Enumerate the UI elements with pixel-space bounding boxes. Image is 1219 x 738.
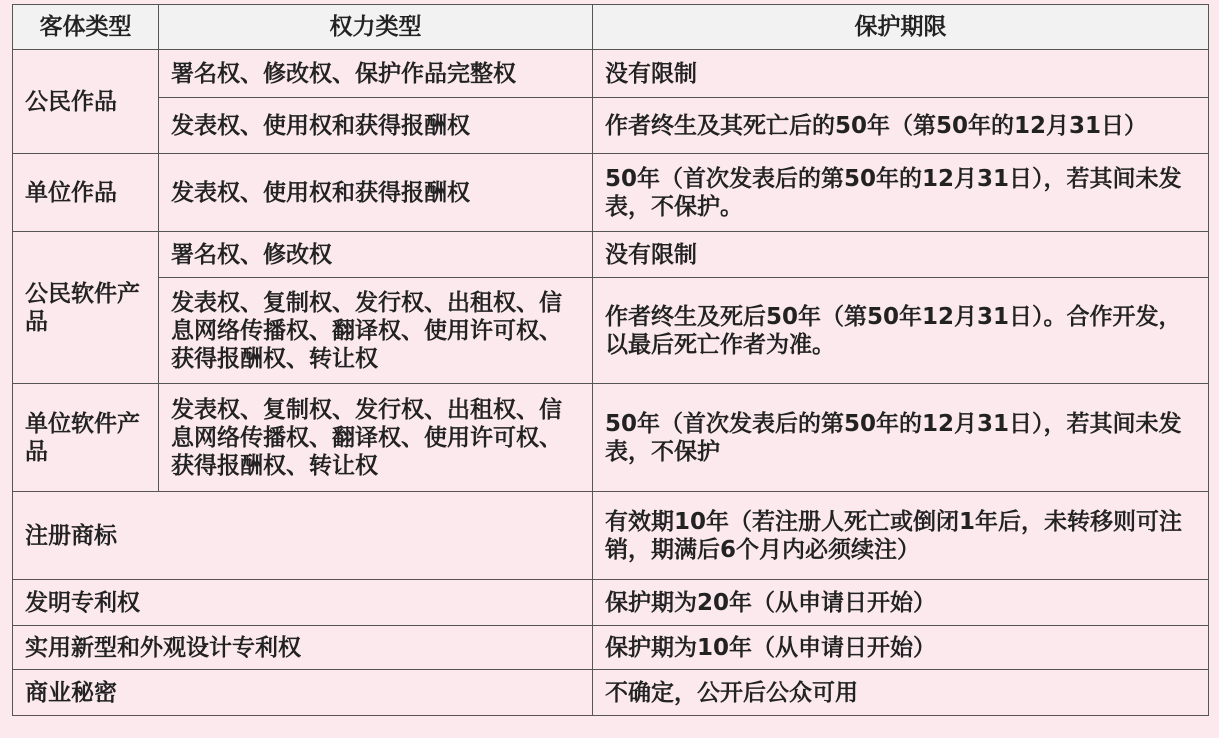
ip-protection-table xyxy=(12,4,1209,716)
header-object-type: 客体类型 xyxy=(13,5,159,50)
table-row xyxy=(13,98,1209,154)
rights-cell: 发表权、复制权、发行权、出租权、信息网络传播权、翻译权、使用许可权、获得报酬权、转让权 xyxy=(159,278,593,384)
rights-cell: 发表权、复制权、发行权、出租权、信息网络传播权、翻译权、使用许可权、获得报酬权、转让权 xyxy=(159,384,593,492)
object-cell: 公民作品 xyxy=(13,50,159,154)
object-cell: 单位作品 xyxy=(13,154,159,232)
object-cell: 公民软件产品 xyxy=(13,232,159,384)
object-cell: 商业秘密 xyxy=(13,670,593,716)
term-cell: 没有限制 xyxy=(593,232,1209,278)
table-row xyxy=(13,278,1209,384)
rights-cell: 发表权、使用权和获得报酬权 xyxy=(159,154,593,232)
rights-cell: 署名权、修改权、保护作品完整权 xyxy=(159,50,593,98)
table-row xyxy=(13,492,1209,580)
object-cell: 发明专利权 xyxy=(13,580,593,626)
table-row xyxy=(13,580,1209,626)
table-row xyxy=(13,232,1209,278)
rights-cell: 署名权、修改权 xyxy=(159,232,593,278)
header-protection-term: 保护期限 xyxy=(593,5,1209,50)
term-cell: 作者终生及其死亡后的50年（第50年的12月31日） xyxy=(593,98,1209,154)
term-cell: 没有限制 xyxy=(593,50,1209,98)
term-cell: 保护期为20年（从申请日开始） xyxy=(593,580,1209,626)
term-cell: 不确定，公开后公众可用 xyxy=(593,670,1209,716)
table-row xyxy=(13,384,1209,492)
object-cell: 单位软件产品 xyxy=(13,384,159,492)
table-row xyxy=(13,626,1209,670)
object-cell: 注册商标 xyxy=(13,492,593,580)
term-cell: 有效期10年（若注册人死亡或倒闭1年后，未转移则可注销，期满后6个月内必须续注） xyxy=(593,492,1209,580)
table-row xyxy=(13,154,1209,232)
term-cell: 保护期为10年（从申请日开始） xyxy=(593,626,1209,670)
header-row xyxy=(13,5,1209,50)
object-cell: 实用新型和外观设计专利权 xyxy=(13,626,593,670)
rights-cell: 发表权、使用权和获得报酬权 xyxy=(159,98,593,154)
term-cell: 50年（首次发表后的第50年的12月31日），若其间未发表，不保护 xyxy=(593,384,1209,492)
term-cell: 50年（首次发表后的第50年的12月31日），若其间未发表，不保护。 xyxy=(593,154,1209,232)
table-row xyxy=(13,50,1209,98)
term-cell: 作者终生及死后50年（第50年12月31日）。合作开发，以最后死亡作者为准。 xyxy=(593,278,1209,384)
table-row xyxy=(13,670,1209,716)
header-right-type: 权力类型 xyxy=(159,5,593,50)
